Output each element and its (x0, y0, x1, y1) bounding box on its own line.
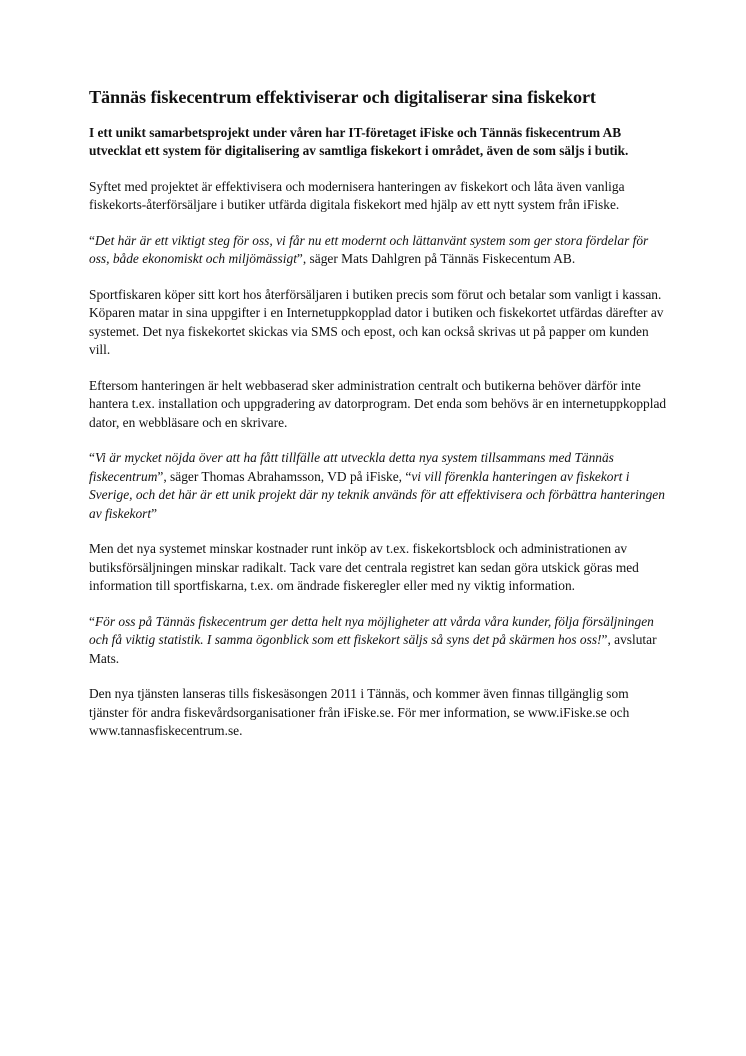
lead-paragraph: I ett unikt samarbetsprojekt under våren har IT-företaget iFiske och Tännäs fiskecentrum AB utvecklat ett system för digitalisering av samtliga fiskekort i området, även de som säljs i butik. (89, 124, 629, 159)
quote-text-part-b: vi vill förenkla hanteringen av fiskekort i Sverige, och det här är ett unik projekt där ny teknik används för att effektivisera och förbättra hanteringen av fiskekort (89, 468, 665, 521)
quote-paragraph-1 (89, 232, 669, 269)
quote-attribution: ”, avslutar Mats. (89, 632, 657, 666)
quote-paragraph-2 (89, 449, 669, 523)
quote-text: Det här är ett viktigt steg för oss, vi får nu ett modernt och lättanvänt system som ger stora fördelar för oss, både ekonomiskt och miljömässigt (89, 232, 649, 267)
document-title: Tännäs fiskecentrum effektiviserar och digitaliserar sina fiskekort (89, 87, 596, 107)
quote-close-mark: ” (151, 505, 158, 521)
quote-open-mark: “ (89, 232, 95, 248)
quote-attribution: ”, säger Mats Dahlgren på Tännäs Fiskecentum AB. (296, 251, 576, 267)
body-paragraph-1: Syftet med projektet är effektivisera och modernisera hanteringen av fiskekort och låta även vanliga fiskekorts-återförsäljare i butiker utfärda digitala fiskekort med hjälp av ett nytt system från iFiske. (89, 178, 625, 213)
quote-text: För oss på Tännäs fiskecentrum ger detta helt nya möjligheter att vårda våra kunder, följa försäljningen och få viktig statistik. I samma ögonblick som ett fiskekort säljs så syns det på skärmen hos oss! (89, 613, 654, 648)
quote-attribution: ”, säger Thomas Abrahamsson, VD på iFiske, “ (157, 468, 412, 484)
body-paragraph-2: Sportfiskaren köper sitt kort hos återförsäljaren i butiken precis som förut och betalar som vanligt i kassan. Köparen matar in sina uppgifter i en Internetuppkopplad dator i butiken och fiskekortet utfärdas därefter av systemet. Det nya fiskekortet skickas via SMS och epost, och kan också skrivas ut på papper om kunden vill. (89, 286, 664, 358)
body-paragraph-5: Den nya tjänsten lanseras tills fiskesäsongen 2011 i Tännäs, och kommer även finnas tillgänglig som tjänster för andra fiskevårdsorganisationer från iFiske.se. För mer information, se www.iFiske.se och www.tannasfiskecentrum.se. (89, 686, 630, 739)
body-paragraph-3: Eftersom hanteringen är helt webbaserad sker administration centralt och butikerna behöver därför inte hantera t.ex. installation och uppgradering av datorprogram. Det enda som behövs är en internetuppkopplad dator, en webbläsare och en skrivare. (89, 377, 667, 430)
quote-paragraph-3 (89, 613, 669, 669)
quote-text-part-a: Vi är mycket nöjda över att ha fått tillfälle att utveckla detta nya system tillsammans med Tännäs fiskecentrum (89, 450, 614, 484)
body-paragraph-4: Men det nya systemet minskar kostnader runt inköp av t.ex. fiskekortsblock och administrationen av butiksförsäljningen minskar radikalt. Tack vare det centrala registret kan sedan göra utskick göras med information till sportfiskarna, t.ex. om ändrade fiskeregler eller med ny viktig information. (89, 541, 639, 594)
document-page (89, 86, 669, 758)
quote-open-mark: “ (89, 450, 95, 466)
quote-open-mark: “ (89, 613, 95, 629)
